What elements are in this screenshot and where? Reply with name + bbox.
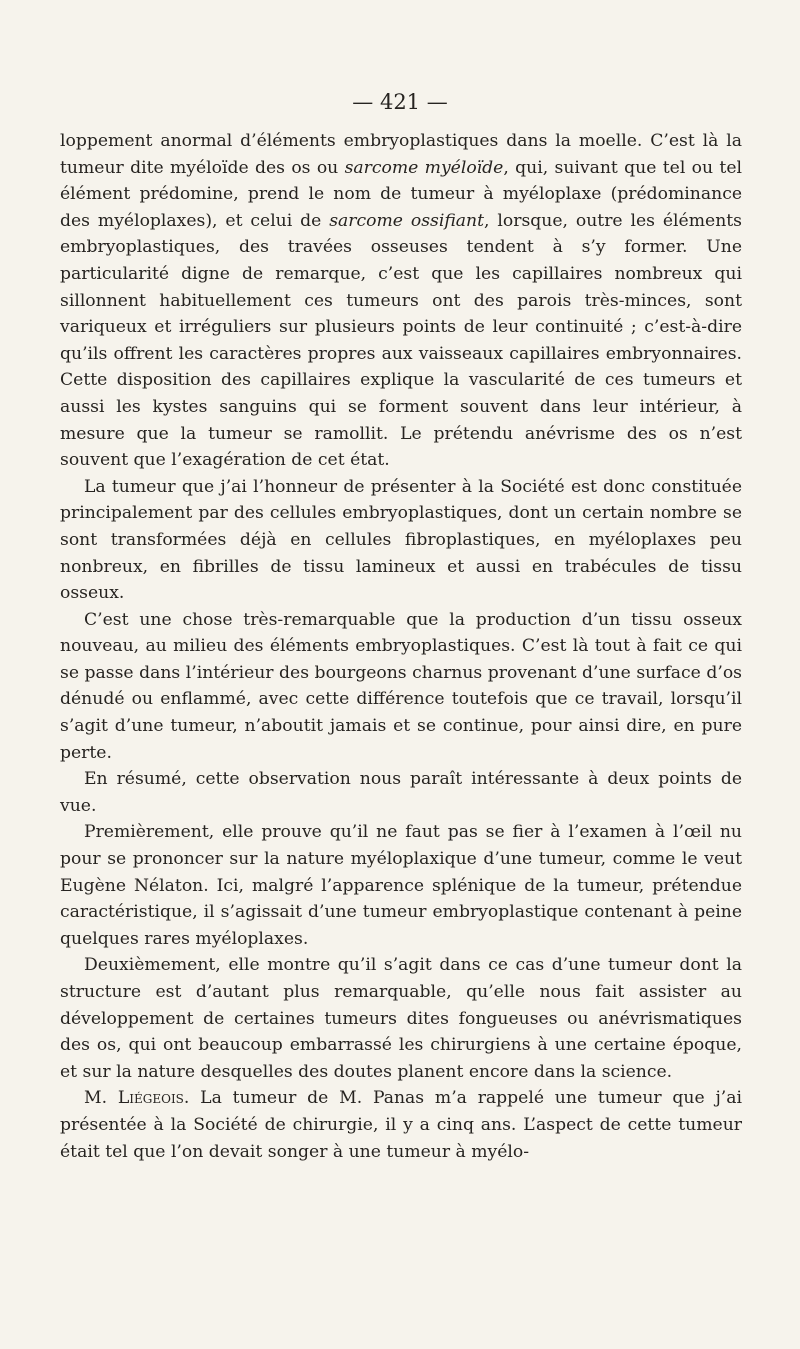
p1-part-3: , lorsque, outre les éléments embryoplastiques, des travées osseuses tendent à s’y former. Une particularité digne de remarque, c’est que les capillaires nombreux qui sillonnent habituellement ces tumeurs ont des parois très-minces, sont variqueux et irréguliers sur plusieurs points de leur continuité ; c’est-à-dire qu’ils offrent les caractères propres aux vaisseaux capillaires embryonnaires. Cette disposition des capillaires explique la vascularité de ces tumeurs et aussi les kystes sanguins qui se forment souvent dans leur intérieur, à mesure que la tumeur se ramollit. Le prétendu anévrisme des os n’est souvent que l’exagération de cet état.	[60, 210, 742, 471]
speaker-name: M. Liégeois.	[84, 1088, 190, 1109]
paragraph-1	[60, 128, 742, 474]
body-text	[60, 128, 742, 1165]
p1-part-2: , qui, suivant que tel ou tel élément prédomine, prend le nom de tumeur à myéloplaxe (prédominance des myéloplaxes), et celui de	[60, 157, 742, 231]
paragraph-4: En résumé, cette observation nous paraît intéressante à deux points de vue.	[60, 769, 742, 816]
italic-term: sarcome myéloïde	[344, 157, 504, 178]
paragraph-6: Deuxièmement, elle montre qu’il s’agit dans ce cas d’une tumeur dont la structure est d’autant plus remarquable, qu’elle nous fait assister au développement de certaines tumeurs dites fongueuses ou anévrismatiques des os, qui ont beaucoup embarrassé les chirurgiens à une certaine époque, et sur la nature desquelles des doutes planent encore dans la science.	[60, 955, 742, 1082]
paragraph-2: La tumeur que j’ai l’honneur de présenter à la Société est donc constituée principalement par des cellules embryoplastiques, dont un certain nombre se sont transformées déjà en cellules fibroplastiques, en myéloplaxes peu nonbreux, en fibrilles de tissu lamineux et aussi en trabécules de tissu osseux.	[60, 476, 742, 604]
paragraph-7-text: La tumeur de M. Panas m’a rappelé une tumeur que j’ai présentée à la Société de chirurgie, il y a cinq ans. L’aspect de cette tumeur était tel que l’on devait songer à une tumeur à myélo-	[60, 1088, 742, 1162]
p1-part-1: loppement anormal d’éléments embryoplastiques dans la moelle. C’est là la tumeur dite myéloïde des os ou	[60, 131, 742, 178]
italic-term: sarcome ossifiant	[329, 210, 485, 231]
paragraph-7	[60, 1085, 742, 1165]
paragraph-5: Premièrement, elle prouve qu’il ne faut pas se fier à l’examen à l’œil nu pour se prononcer sur la nature myéloplaxique d’une tumeur, comme le veut Eugène Nélaton. Ici, malgré l’apparence splénique de la tumeur, prétendue caractéristique, il s’agissait d’une tumeur embryoplastique contenant à peine quelques rares myéloplaxes.	[60, 822, 742, 949]
paragraph-3: C’est une chose très-remarquable que la production d’un tissu osseux nouveau, au milieu des éléments embryoplastiques. C’est là tout à fait ce qui se passe dans l’intérieur des bourgeons charnus provenant d’une surface d’os dénudé ou enflammé, avec cette différence toutefois que ce travail, lorsqu’il s’agit d’une tumeur, n’aboutit jamais et se continue, pour ainsi dire, en pure perte.	[60, 609, 742, 763]
page-number: — 421 —	[352, 90, 448, 114]
